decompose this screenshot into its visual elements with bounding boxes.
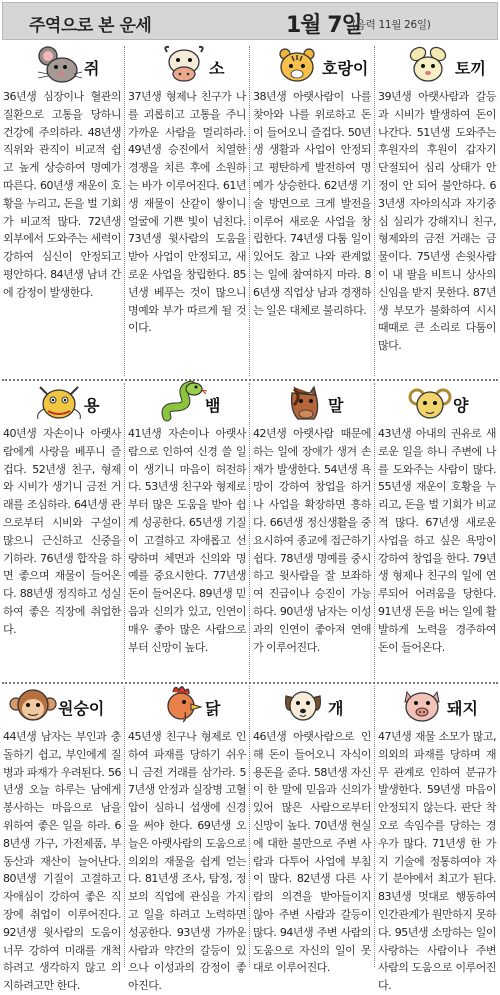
fortune-card-dragon — [0, 381, 125, 681]
tiger-icon — [272, 44, 322, 86]
fortune-text-sheep: 43년생 아내의 권유로 새로운 일을 하니 주변에 나를 도와주는 사람이 많다. 55년생 재운이 호황을 누리고, 돈을 벌 기회가 비교적 많다. 67년생 새로운 사업을 하고 싶은 욕망이 강하여 창업을 한다. 79년생 형제나 친구의 일에 연루되어 어려움을 당한다. 91년생 돈을 버는 일에 활발하게 노력을 경주하여 돈이 들어온다. — [378, 427, 496, 654]
fortune-card-rabbit — [375, 44, 500, 378]
fortune-card-ox — [125, 44, 250, 378]
horse-icon — [280, 381, 330, 423]
sign-name-rat: 쥐 — [84, 59, 100, 78]
sign-name-horse: 말 — [328, 396, 344, 415]
fortune-card-horse — [250, 381, 375, 681]
fortune-text-monkey: 44년생 남자는 부인과 충돌하기 쉽고, 부인에게 질병과 파재가 우려된다. 56년생 오늘 하루는 남에게 봉사하는 마음으로 남을 위하여 좋은 일을 하라. 68년생 가구, 가전제품, 부동산과 재산이 늘어난다. 80년생 기질이 고결하고 자애심이 강하여 좋은 직장에 취업이 이루어진다. 92년생 윗사람의 도움이 너무 강하여 미래를 개척하려고 생각하지 않고 의지하려고만 한다. — [3, 730, 121, 993]
fortune-card-dog — [250, 684, 375, 975]
snake-icon — [159, 381, 209, 423]
fortune-text-rooster: 45년생 친구나 형제로 인하여 파재를 당하기 쉬우니 금전 거래를 삼가라. 57년생 안정과 실장병 고혈압이 심하니 섭생에 신경을 써야 한다. 69년생 오늘은 아랫사람의 도움으로 의외의 재물을 쉽게 얻는다. 81년생 조사, 탐정, 정보의 직업에 관심을 가지고 일을 하려고 노력하면 성공한다. 93년생 가까운 사람과 약간의 갈등이 있으나 이성과의 감정이 좋아진다. — [128, 730, 246, 993]
ox-icon — [159, 44, 209, 86]
rabbit-icon — [403, 44, 453, 86]
sign-name-sheep: 양 — [453, 396, 469, 415]
sign-name-rooster: 닭 — [205, 699, 221, 718]
fortune-card-snake — [125, 381, 250, 681]
sign-name-rabbit: 토끼 — [455, 59, 486, 78]
dragon-icon — [34, 381, 84, 423]
fortune-text-dragon: 40년생 자손이나 아랫사람에게 사랑을 베푸니 즐겁다. 52년생 친구, 형제와 시비가 생기니 금전 거래를 조심하라. 64년생 관으로부터 시비와 구설이 많으니 근신하고 신중을 기하라. 76년생 합작을 하면 좋으며 재물이 들어온다. 88년생 정직하고 성실하여 좋은 직장에 취업한다. — [3, 427, 121, 636]
fortune-header — [2, 2, 498, 40]
sheep-icon — [405, 381, 455, 423]
fortune-card-tiger — [250, 44, 375, 378]
fortune-text-rat: 36년생 심장이나 혈관의 질환으로 고통을 당하니 건강에 주의하라. 48년생 직위와 관직이 비교적 쉽고 높게 상승하여 명예가 따른다. 60년생 재운이 호황을 누리고, 돈을 벌 기회가 비교적 많다. 72년생 외부에서 도와주는 세력이 강하여 심신이 안정되고 평안하다. 84년생 남녀 간에 감정이 발생한다. — [3, 90, 121, 299]
sign-name-dog: 개 — [328, 699, 344, 718]
fortune-text-tiger: 38년생 아랫사람이 나를 찾아와 나를 위로하고 돈이 들어오니 즐겁다. 50년생 생활과 사업이 안정되고 평탄하게 발전하여 명예가 상승한다. 62년생 기술 방면으로 크게 발전을 이루어 새로운 사업을 창립한다. 74년생 다툼 일이 있어도 참고 나와 관계없는 일에 참여하지 마라. 86년생 직업상 남과 경쟁하는 일은 대체로 불리하다. — [253, 90, 371, 317]
fortune-text-dog: 46년생 아랫사람으로 인해 돈이 들어오니 자식이 용돈을 준다. 58년생 자신이 한 말에 믿음과 신의가 있어 많은 사람으로부터 신망이 높다. 70년생 현실에 대한 불만으로 주변 사람과 다투어 사업에 부침이 많다. 82년생 다른 사람의 의견을 받아들이지 않아 주변 사람과 갈등이 많다. 94년생 주변 사람의 도움으로 자신의 일이 못 대로 이루어진다. — [253, 730, 371, 975]
fortune-card-rooster — [125, 684, 250, 993]
fortune-text-horse: 42년생 아랫사람 때문에 하는 일에 장애가 생겨 손재가 발생한다. 54년생 욕망이 강하여 창업을 하거나 사업을 확장하면 흥하다. 66년생 정신생활을 중요시하여 종교에 접근하기 쉽다. 78년생 명예를 중시하고 윗사람을 잘 보좌하여 진급이나 승진이 가능하다. 90년생 남자는 이성과의 인연이 좋아져 연애가 이루어진다. — [253, 427, 371, 654]
sign-name-ox: 소 — [209, 59, 225, 78]
monkey-icon — [8, 684, 58, 726]
sign-name-tiger: 호랑이 — [322, 59, 369, 78]
dog-icon — [278, 684, 328, 726]
sign-name-monkey: 원숭이 — [58, 699, 105, 718]
pig-icon — [397, 684, 447, 726]
page-title: 주역으로 본 운세 — [29, 16, 152, 36]
lunar-date-label: (음력 11월 26일) — [352, 19, 431, 31]
rooster-icon — [155, 684, 205, 726]
fortune-text-ox: 37년생 형제나 친구가 나를 괴롭히고 고통을 주니 가까운 사람을 멀리하라. 49년생 승진에서 치열한 경쟁을 치른 후에 소원하는 바가 이루어진다. 61년생 재물이 산같이 쌓이니 얼굴에 기쁜 빛이 넘친다. 73년생 윗사람의 도움을 받아 사업이 안정되고, 새로운 사업을 창립한다. 85년생 베푸는 것이 많으니 명예와 부가 따르게 될 것이다. — [128, 90, 246, 335]
fortune-card-monkey — [0, 684, 125, 993]
sign-name-pig: 돼지 — [447, 699, 478, 718]
fortune-card-sheep — [375, 381, 500, 681]
sign-name-snake: 뱀 — [205, 396, 221, 415]
fortune-text-snake: 41년생 자손이나 아랫사람으로 인하여 신경 쓸 일이 생기니 마음이 허전하다. 53년생 친구와 형제로부터 많은 도움을 받아 쉽게 성공한다. 65년생 기질이 고결하고 자애롭고 선량하며 체면과 신의와 명예를 중요시한다. 77년생 돈이 들어온다. 89년생 믿음과 신의가 있고, 인연이 매우 좋아 많은 사람으로부터 신망이 높다. — [128, 427, 246, 654]
sign-name-dragon: 용 — [84, 396, 100, 415]
rat-icon — [34, 44, 84, 86]
fortune-text-pig: 47년생 재물 소모가 많고, 의외의 파재를 당하며 재무 관계로 인하여 분규가 발생한다. 59년생 마음이 안정되지 않는다. 판단 착오로 속임수를 당하는 경우가 많다. 71년생 한 가지 기술에 정통하여야 자기 분야에서 최고가 된다. 83년생 멋대로 행동하여 인간관계가 원만하지 못하다. 95년생 소망하는 일이 사랑하는 사람이나 주변 사람의 도움으로 이루어진다. — [378, 730, 496, 993]
fortune-text-rabbit: 39년생 아랫사람과 갈등과 시비가 발생하여 돈이 나간다. 51년생 도와주는 후원자의 후원이 갑자기 단절되어 심리 상태가 안정이 안 되어 불안하다. 63년생 자아의식과 자기중심 심리가 강해지니 친구, 형제와의 금전 거래는 금물이다. 75년생 손윗사람이 내 팔을 비트니 상사의 신임을 받지 못한다. 87년생 부모가 불화하여 시시때때로 큰 소리로 다툼이 많다. — [378, 90, 496, 353]
fortune-card-pig — [375, 684, 500, 993]
date-label: 1월 7일 — [286, 13, 362, 38]
fortune-card-rat — [0, 44, 125, 378]
